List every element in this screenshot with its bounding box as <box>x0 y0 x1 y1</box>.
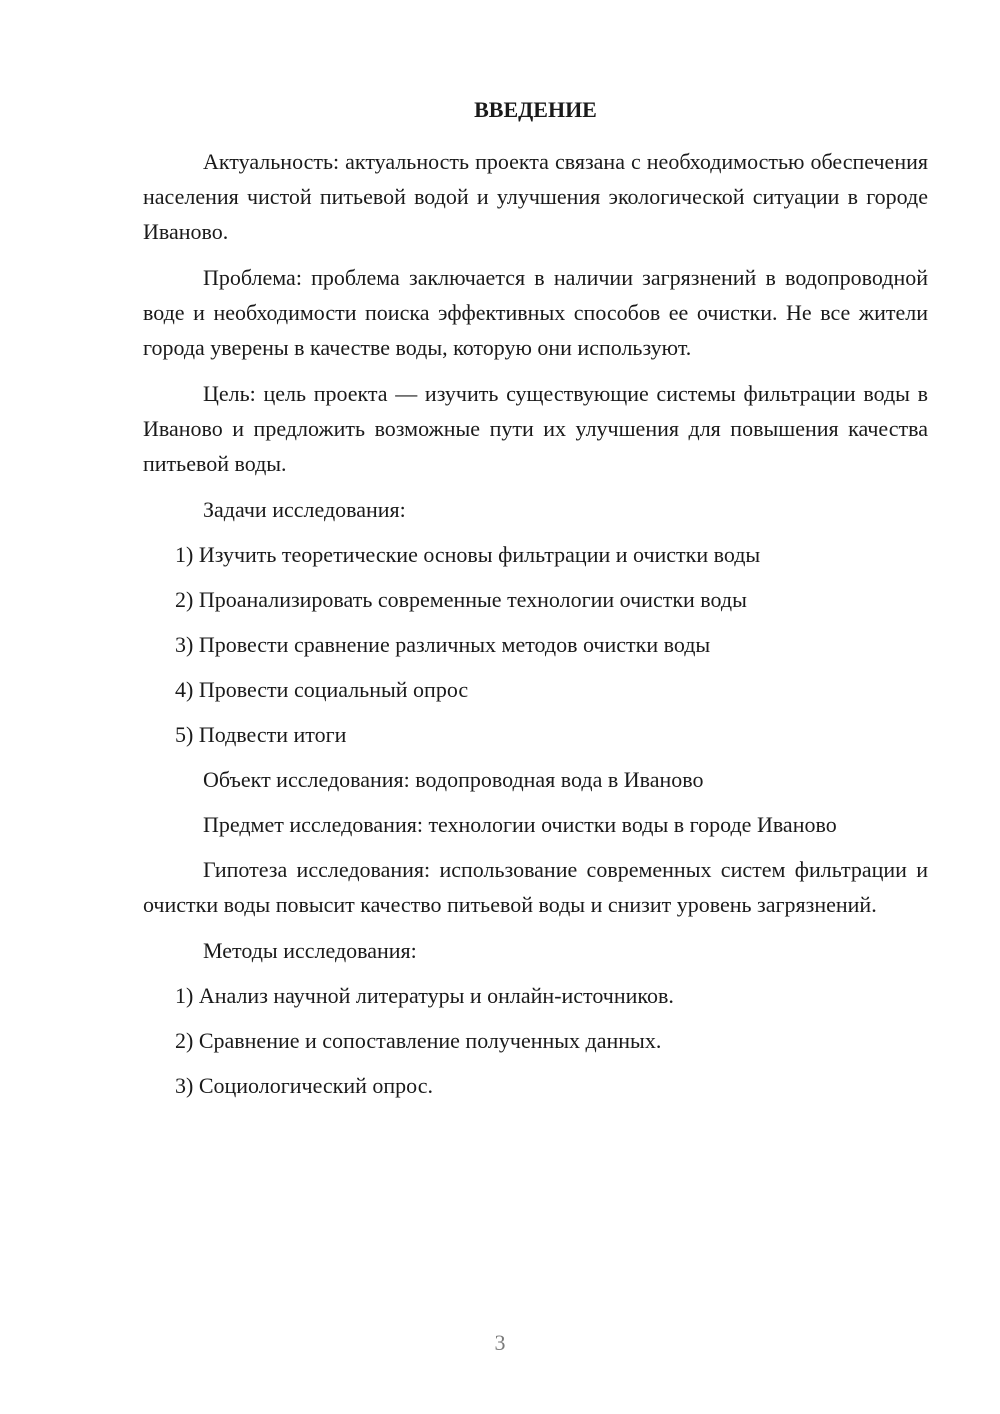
page-number: 3 <box>494 1330 506 1355</box>
list-item: 5) Подвести итоги <box>175 722 347 747</box>
tasks-list <box>143 537 928 752</box>
methods-heading: Методы исследования: <box>203 938 417 963</box>
subject-paragraph: Предмет исследования: технологии очистки воды в городе Иваново <box>203 812 837 837</box>
object-paragraph: Объект исследования: водопроводная вода в Иваново <box>203 767 704 792</box>
document-page <box>143 92 928 1113</box>
list-item: 1) Изучить теоретические основы фильтрации и очистки воды <box>175 542 761 567</box>
methods-list <box>143 978 928 1103</box>
hypothesis-paragraph: Гипотеза исследования: использование современных систем фильтрации и очистки воды повысит качество питьевой воды и снизит уровень загрязнений. <box>143 857 928 917</box>
list-item: 3) Провести сравнение различных методов очистки воды <box>175 632 711 657</box>
problem-paragraph: Проблема: проблема заключается в наличии загрязнений в водопроводной воде и необходимости поиска эффективных способов ее очистки. Не все жители города уверены в качестве воды, которую они используют. <box>143 265 928 360</box>
list-item: 1) Анализ научной литературы и онлайн-источников. <box>175 983 674 1008</box>
list-item: 3) Социологический опрос. <box>175 1073 433 1098</box>
goal-paragraph: Цель: цель проекта — изучить существующие системы фильтрации воды в Иваново и предложить возможные пути их улучшения для повышения качества питьевой воды. <box>143 381 928 476</box>
list-item: 2) Сравнение и сопоставление полученных данных. <box>175 1028 662 1053</box>
relevance-paragraph: Актуальность: актуальность проекта связана с необходимостью обеспечения населения чистой питьевой водой и улучшения экологической ситуации в городе Иваново. <box>143 149 928 244</box>
list-item: 2) Проанализировать современные технологии очистки воды <box>175 587 747 612</box>
section-title: ВВЕДЕНИЕ <box>474 97 597 122</box>
tasks-heading: Задачи исследования: <box>203 497 406 522</box>
list-item: 4) Провести социальный опрос <box>175 677 469 702</box>
